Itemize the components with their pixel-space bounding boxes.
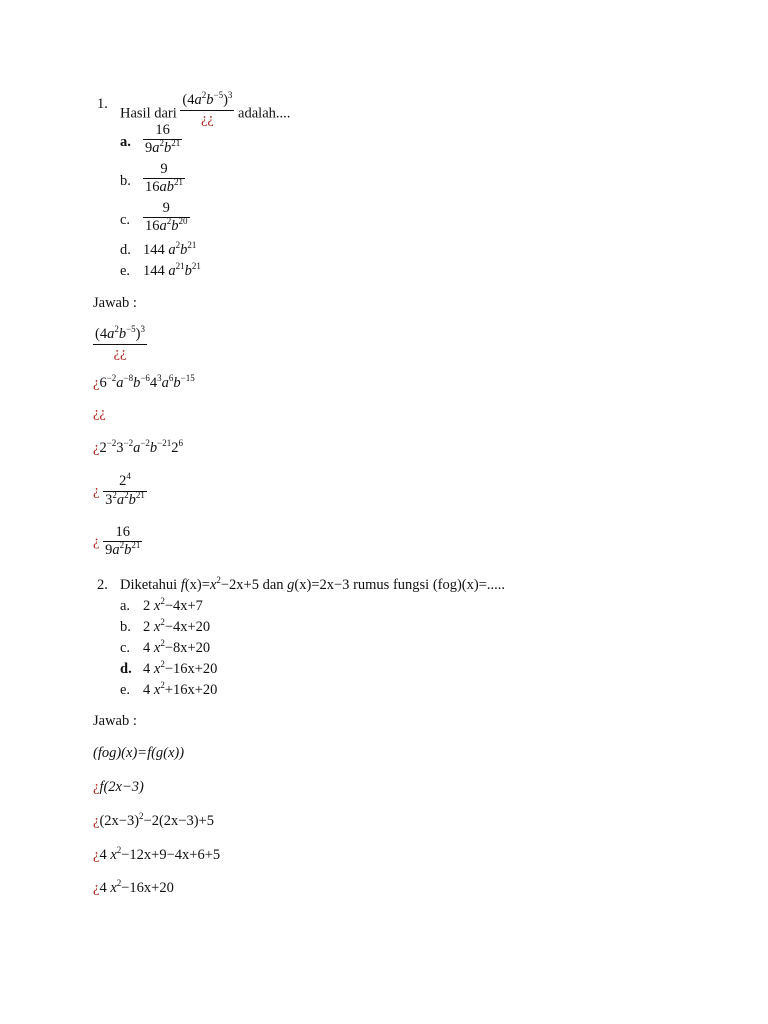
q1-option-c: $\frac{9}{16a^2b^{20}}$ (145, 200, 188, 234)
q1-option-d: 144 $a^2b^{21}$ (143, 240, 197, 258)
q1-answer-label: Jawab : (93, 295, 137, 311)
q1-option-a-letter: a. (120, 134, 131, 150)
q1-prefix: Hasil dari (120, 105, 177, 122)
q1-option-d-letter: d. (120, 242, 131, 258)
q1-step-3: ¿¿ (93, 405, 106, 421)
q1-option-e-letter: e. (120, 263, 131, 279)
q1-option-b: $\frac{9}{16ab^{21}}$ (145, 161, 183, 195)
q1-expression: $\frac{(4a^2b^{-5})^3}{¿¿}$ (182, 90, 233, 127)
q2-option-e: 4 $x^2+16x+20$ (143, 680, 218, 698)
q2-option-a: 2 $x^2-4x+7$ (143, 596, 203, 614)
q1-option-b-letter: b. (120, 173, 131, 189)
q2-step-3: ¿$(2x-3)^2-2(2x-3)+5$ (93, 811, 214, 829)
q2-step-1: (fog)(x)=f(g(x)) (93, 745, 185, 761)
q2-option-d: 4 $x^2-16x+20$ (143, 659, 218, 677)
q2-option-b: 2 $x^2-4x+20$ (143, 617, 211, 635)
q2-option-d-letter: d. (120, 661, 132, 677)
q2-question: Diketahui $f(x)=x^2-2x+5$ dan g(x)=2x−3 rumus fungsi (fog)(x)=..... (120, 575, 506, 593)
q1-suffix: adalah.... (238, 105, 291, 122)
q1-option-c-letter: c. (120, 212, 131, 228)
q1-step-4: ¿$2^{-2}3^{-2}a^{-2}b^{-21}2^6$ (93, 438, 183, 456)
q1-option-e: 144 $a^{21}b^{21}$ (143, 261, 201, 279)
q1-step-2: ¿$6^{-2}a^{-8}b^{-6}4^3a^6b^{-15}$ (93, 373, 195, 391)
q2-step-4: ¿4 $x^2-12x+9-4x+6+5$ (93, 845, 221, 863)
q2-option-c: 4 $x^2-8x+20$ (143, 638, 211, 656)
q2-step-2: ¿f(2x−3) (93, 779, 144, 795)
q1-step-6: ¿ $\frac{16}{9a^2b^{21}}$ (93, 524, 141, 558)
q2-option-b-letter: b. (120, 619, 131, 635)
q1-option-a: $\frac{16}{9a^2b^{21}}$ (145, 122, 181, 156)
q2-answer-label: Jawab : (93, 713, 137, 729)
q2-option-a-letter: a. (120, 598, 131, 614)
q2-step-5: ¿4 $x^2-16x+20$ (93, 878, 174, 896)
q2-option-c-letter: c. (120, 640, 131, 656)
q1-step-1: $\frac{(4a^2b^{-5})^3}{¿¿}$ (95, 324, 146, 361)
q1-step-5: ¿ $\frac{2^4}{3^2a^2b^{21}}$ (93, 471, 145, 508)
q2-option-e-letter: e. (120, 682, 131, 698)
q1-number: 1. (97, 96, 108, 112)
q2-number: 2. (97, 577, 108, 593)
